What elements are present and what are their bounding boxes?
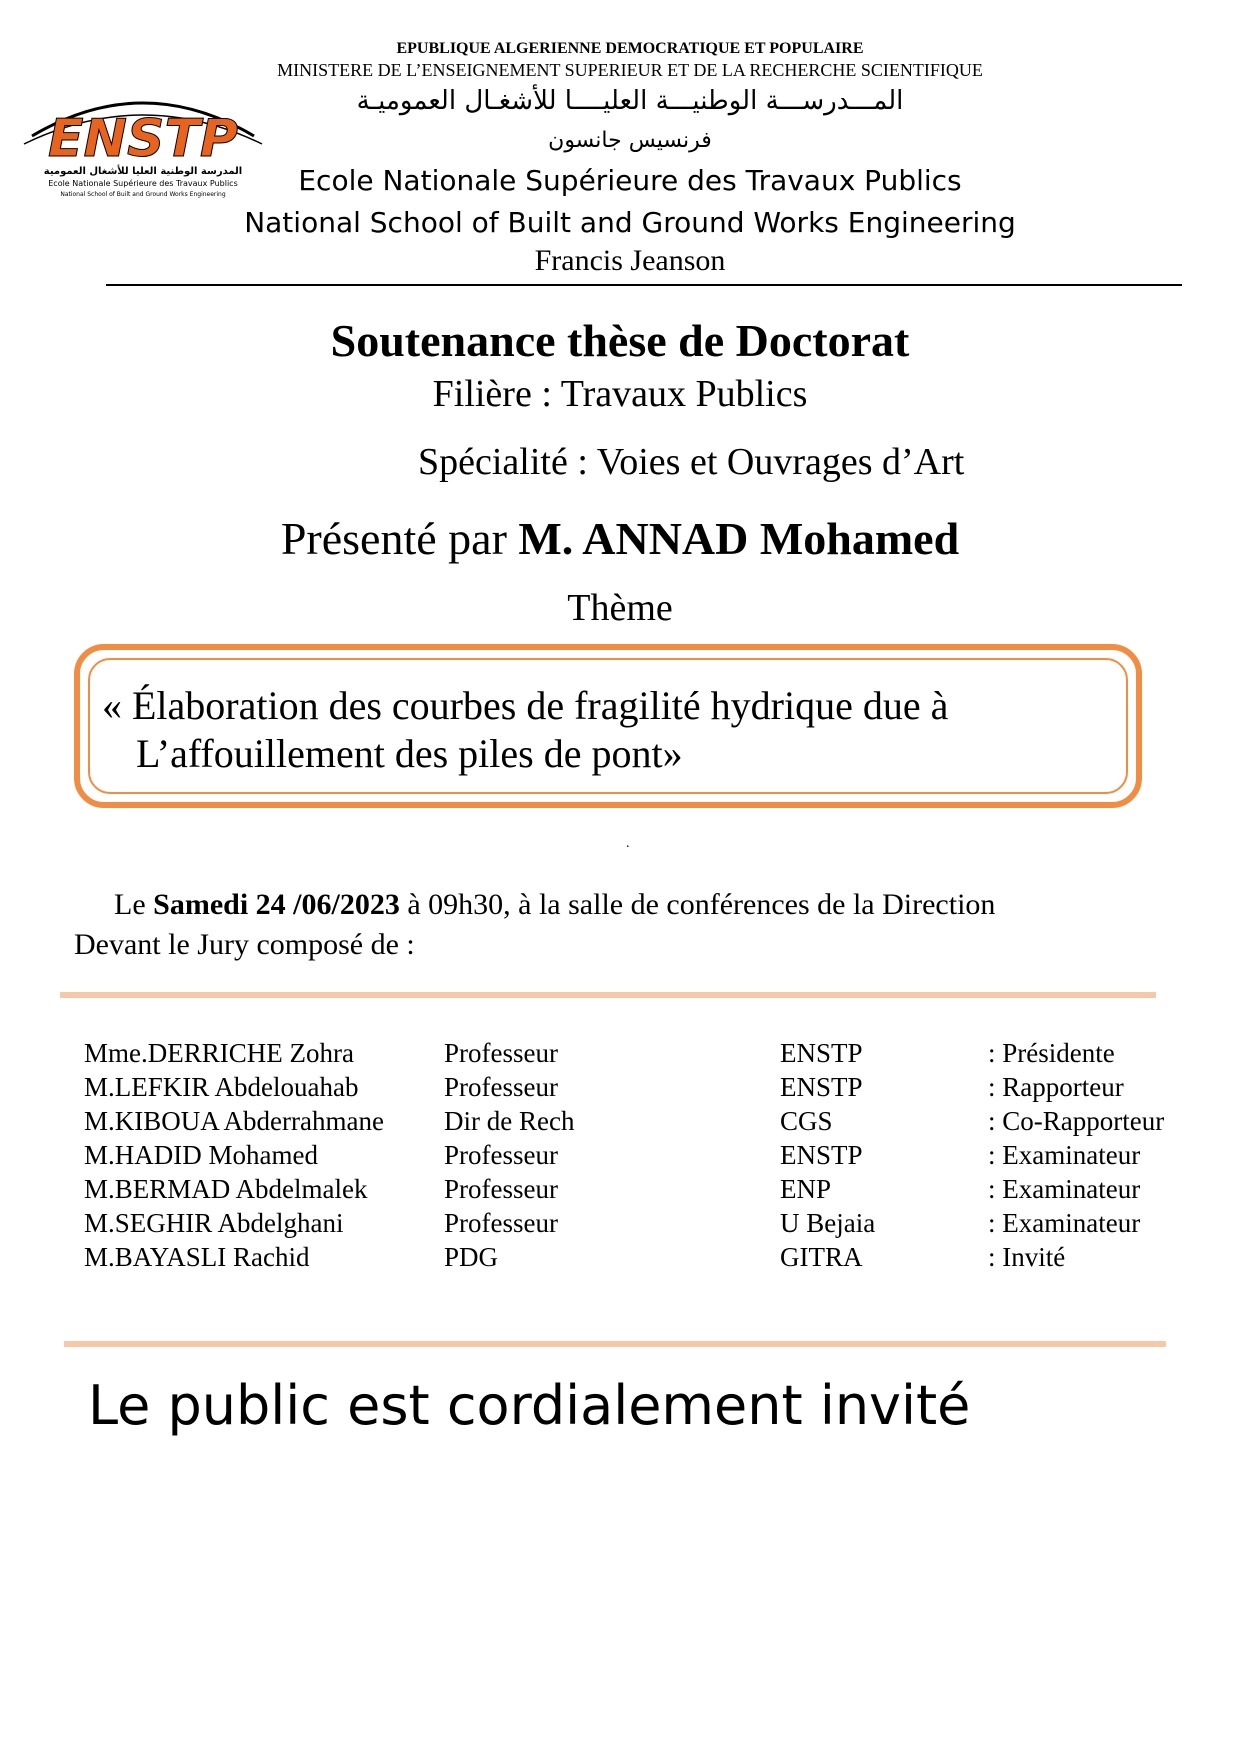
schedule-line bbox=[114, 888, 995, 922]
jury-intro: Devant le Jury composé de : bbox=[74, 928, 415, 961]
jury-institution: CGS bbox=[780, 1106, 833, 1136]
jury-institution: ENSTP bbox=[780, 1072, 863, 1102]
header-school-english: National School of Built and Ground Works Engineering bbox=[244, 206, 1016, 239]
presenter bbox=[0, 512, 1240, 565]
jury-role: : Présidente bbox=[988, 1038, 1115, 1068]
header-republic: EPUBLIQUE ALGERIENNE DEMOCRATIQUE ET POPULAIRE bbox=[396, 40, 864, 57]
theme-label: Thème bbox=[567, 587, 673, 629]
table-row bbox=[84, 1242, 1204, 1276]
jury-grade: Professeur bbox=[444, 1174, 558, 1204]
filiere: Filière : Travaux Publics bbox=[432, 373, 808, 415]
dot-mark: . bbox=[626, 836, 630, 851]
jury-institution: ENSTP bbox=[780, 1038, 863, 1068]
jury-institution: ENP bbox=[780, 1174, 832, 1204]
header-francis-arabic: فرنسيس جانسون bbox=[548, 128, 712, 153]
orange-divider-bottom bbox=[64, 1341, 1166, 1347]
jury-grade: PDG bbox=[444, 1242, 499, 1272]
jury-grade: Professeur bbox=[444, 1038, 558, 1068]
jury-institution: GITRA bbox=[780, 1242, 863, 1272]
presenter-name: M. ANNAD Mohamed bbox=[518, 513, 960, 564]
jury-name: M.BAYASLI Rachid bbox=[84, 1242, 310, 1272]
header-ministry: MINISTERE DE L’ENSEIGNEMENT SUPERIEUR ET DE LA RECHERCHE SCIENTIFIQUE bbox=[277, 60, 983, 80]
theme-line-2: L’affouillement des piles de pont» bbox=[136, 731, 683, 776]
logo-sub-fr: Ecole Nationale Supérieure des Travaux Publics bbox=[48, 179, 238, 188]
jury-table bbox=[84, 1038, 1204, 1276]
table-row bbox=[84, 1072, 1204, 1106]
orange-divider-top bbox=[60, 992, 1156, 998]
jury-role: : Examinateur bbox=[988, 1140, 1141, 1170]
jury-role: : Rapporteur bbox=[988, 1072, 1124, 1102]
header-francis-jeanson: Francis Jeanson bbox=[534, 244, 726, 277]
jury-grade: Professeur bbox=[444, 1208, 558, 1238]
jury-role: : Examinateur bbox=[988, 1174, 1141, 1204]
jury-name: M.HADID Mohamed bbox=[84, 1140, 318, 1170]
jury-institution: U Bejaia bbox=[780, 1208, 876, 1238]
jury-name: M.LEFKIR Abdelouahab bbox=[84, 1072, 359, 1102]
table-row bbox=[84, 1106, 1204, 1140]
header-divider bbox=[106, 284, 1182, 286]
logo-sub-en: National School of Built and Ground Works Engineering bbox=[60, 191, 226, 198]
table-row bbox=[84, 1140, 1204, 1174]
presenter-prefix: Présenté par bbox=[280, 513, 507, 564]
table-row bbox=[84, 1174, 1204, 1208]
jury-role: : Examinateur bbox=[988, 1208, 1141, 1238]
header-school-french: Ecole Nationale Supérieure des Travaux Publics bbox=[298, 164, 962, 197]
logo-sub-ar: المدرسة الوطنية العليا للأشغال العمومية bbox=[43, 166, 243, 177]
jury-grade: Professeur bbox=[444, 1072, 558, 1102]
specialite: Spécialité : Voies et Ouvrages d’Art bbox=[418, 441, 965, 483]
jury-role: : Co-Rapporteur bbox=[988, 1106, 1165, 1136]
jury-name: M.SEGHIR Abdelghani bbox=[84, 1208, 344, 1238]
header-school-arabic: المـــدرســـة الوطنيـــة العليــــا للأشغـال العموميـة bbox=[356, 86, 904, 116]
schedule-time: à 09h30, bbox=[407, 888, 511, 921]
page-title: Soutenance thèse de Doctorat bbox=[330, 315, 910, 366]
logo-text: ENSTP bbox=[47, 109, 239, 169]
jury-name: M.KIBOUA Abderrahmane bbox=[84, 1106, 384, 1136]
schedule-date: Samedi 24 /06/2023 bbox=[153, 888, 400, 921]
table-row bbox=[84, 1208, 1204, 1242]
theme-line-1: « Élaboration des courbes de fragilité hydrique due à bbox=[102, 683, 949, 728]
jury-institution: ENSTP bbox=[780, 1140, 863, 1170]
jury-grade: Dir de Rech bbox=[444, 1106, 575, 1136]
public-invitation: Le public est cordialement invité bbox=[88, 1374, 971, 1437]
jury-role: : Invité bbox=[988, 1242, 1066, 1272]
schedule-le: Le bbox=[114, 888, 146, 921]
jury-name: M.BERMAD Abdelmalek bbox=[84, 1174, 368, 1204]
jury-name: Mme.DERRICHE Zohra bbox=[84, 1038, 354, 1068]
jury-grade: Professeur bbox=[444, 1140, 558, 1170]
schedule-place: à la salle de conférences de la Direction bbox=[518, 888, 996, 921]
table-row bbox=[84, 1038, 1204, 1072]
